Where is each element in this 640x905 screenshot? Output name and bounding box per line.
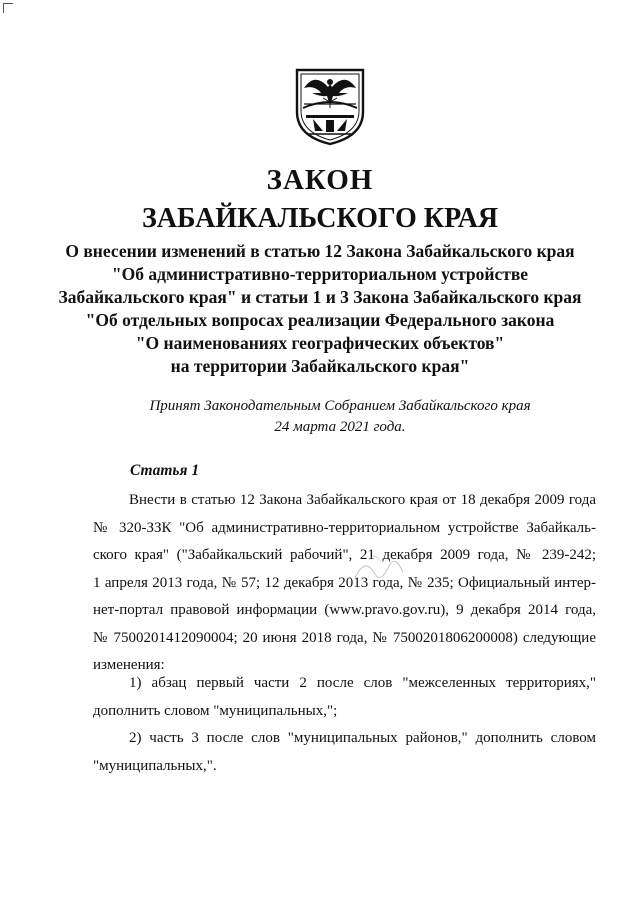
article-item-1 bbox=[93, 670, 596, 725]
subject-line: Забайкальского края" и статьи 1 и 3 Закона Забайкальского края bbox=[58, 287, 582, 307]
article-heading: Статья 1 bbox=[130, 462, 200, 479]
paragraph-line: 1 апреля 2013 года, № 57; 12 декабря 2013 года, № 235; Официальный интер- bbox=[93, 574, 596, 591]
subject-line: "О наименованиях географических объектов" bbox=[135, 333, 505, 353]
paragraph-line: ского края" ("Забайкальский рабочий", 21 декабря 2009 года, № 239-242; bbox=[93, 547, 596, 563]
subject-line: О внесении изменений в статью 12 Закона Забайкальского края bbox=[65, 241, 575, 261]
scan-corner-mark bbox=[3, 3, 13, 13]
paragraph-line: "муниципальных,". bbox=[93, 757, 217, 774]
paragraph-line: нет-портал правовой информации (www.pravo.gov.ru), 9 декабря 2014 года, bbox=[93, 602, 596, 618]
paragraph-line: изменения: bbox=[93, 657, 165, 673]
adoption-line: Принят Законодательным Собранием Забайкальского края bbox=[149, 398, 531, 414]
paragraph-line: 2) часть 3 после слов "муниципальных районов," дополнить словом bbox=[129, 730, 596, 746]
subject-line: "Об отдельных вопросах реализации Федерального закона bbox=[85, 310, 555, 330]
region-title: ЗАБАЙКАЛЬСКОГО КРАЯ bbox=[141, 203, 499, 234]
paragraph-line: дополнить словом "муниципальных,"; bbox=[93, 702, 338, 719]
law-title: ЗАКОН bbox=[266, 164, 374, 196]
subject-line: "Об административно-территориальном устройстве bbox=[111, 264, 529, 284]
article-item-2 bbox=[93, 725, 596, 780]
paragraph-line: № 7500201412090004; 20 июня 2018 года, № 7500201806200008) следующие bbox=[93, 629, 596, 646]
law-subject bbox=[0, 240, 640, 378]
paragraph-line: № 320-ЗЗК "Об административно-территориальном устройстве Забайкаль- bbox=[93, 519, 596, 536]
paragraph-line: Внести в статью 12 Закона Забайкальского края от 18 декабря 2009 года bbox=[129, 492, 596, 508]
adoption-date: 24 марта 2021 года. bbox=[274, 419, 406, 435]
paragraph-line: 1) абзац первый части 2 после слов "межселенных территориях," bbox=[129, 675, 596, 691]
subject-line: на территории Забайкальского края" bbox=[170, 356, 470, 376]
adoption-note bbox=[0, 396, 640, 438]
scan-stamp-mark bbox=[345, 548, 425, 588]
coat-of-arms-icon bbox=[293, 66, 367, 146]
